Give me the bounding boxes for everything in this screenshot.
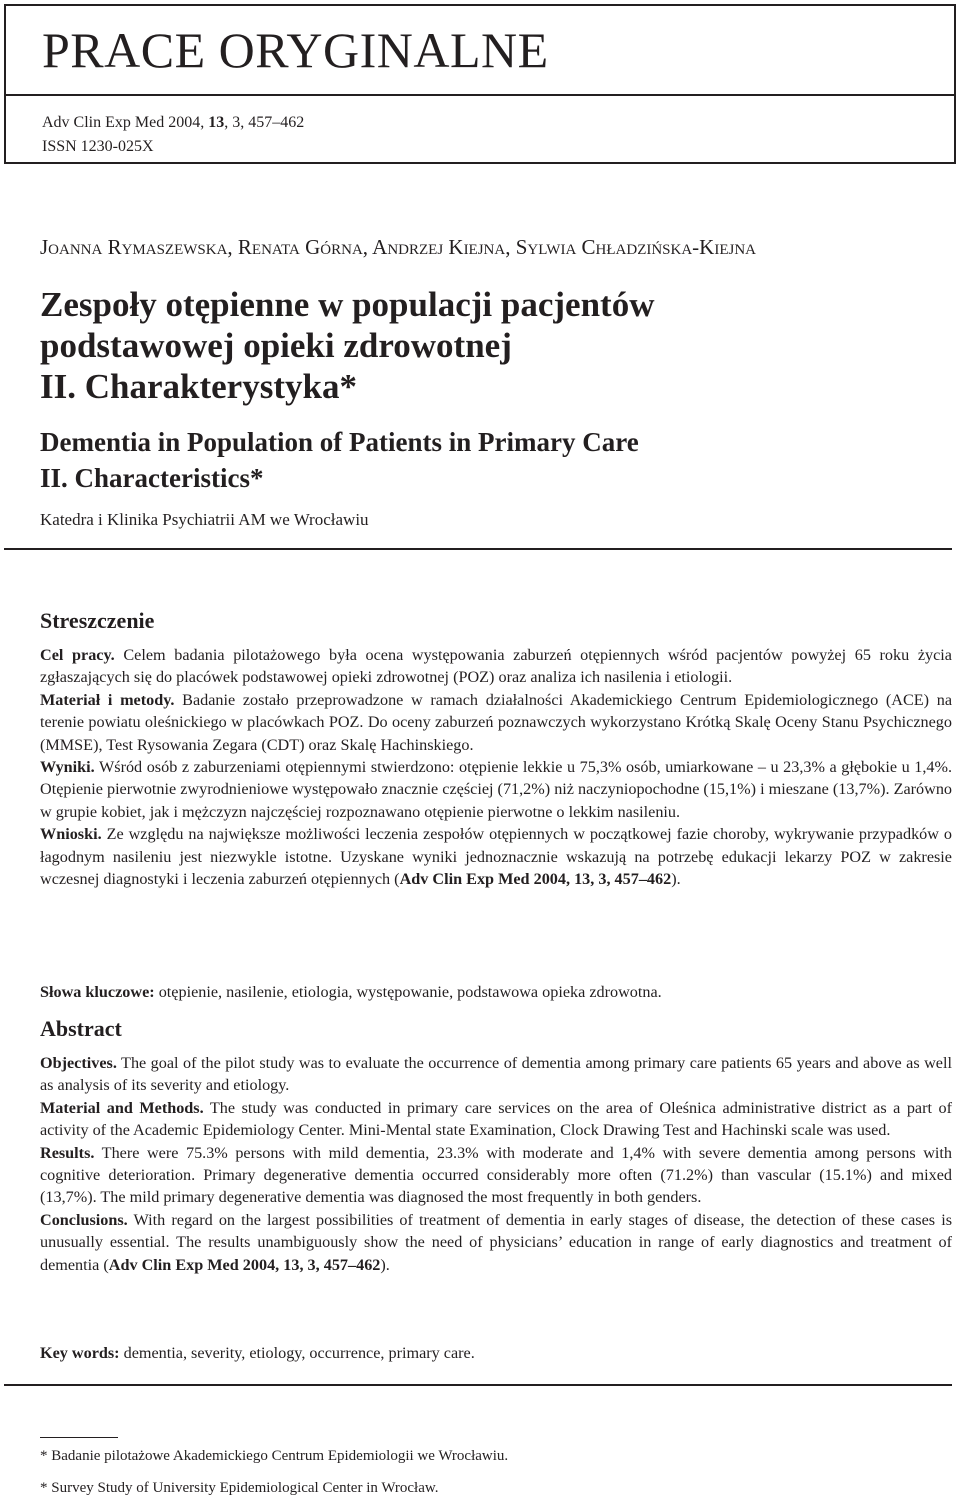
section-label: Cel pracy. xyxy=(40,646,115,664)
footnote-english: * Survey Study of University Epidemiological Center in Wrocław. xyxy=(40,1480,439,1496)
section-text: Celem badania pilotażowego była ocena występowania zaburzeń otępiennych wśród pacjentów powyżej 65 roku życia zgłaszających się do placówek podstawowej opieki zdrowotnej (POZ) oraz analiza ich nasilenia i etiologii. xyxy=(40,646,952,687)
citation: Adv Clin Exp Med 2004, 13, 3, 457–462 xyxy=(399,870,672,889)
abstract-body xyxy=(40,1052,952,1276)
abstract-section xyxy=(40,1209,952,1276)
section-label: Material and Methods. xyxy=(40,1098,204,1117)
title-polish-line-2: podstawowej opieki zdrowotnej xyxy=(40,326,512,365)
abstract-section xyxy=(40,1097,952,1142)
section-label: Conclusions. xyxy=(40,1210,128,1229)
keywords-text: dementia, severity, etiology, occurrence, primary care. xyxy=(119,1344,475,1362)
journal-info xyxy=(6,96,954,162)
section-text: Ze względu na największe możliwości leczenia zespołów otępiennych w początkowej fazie choroby, wykrywanie przypadków o łagodnym nasileniu jest niezwykle istotne. Uzyskane wyniki jednoznacznie wskazują na potrzebę edukacji lekarzy POZ w zakresie wczesnej diagnostyki i leczenia zaburzeń otępiennych ( xyxy=(40,825,952,889)
section-text: With regard on the largest possibilities of treatment of dementia in early stages of disease, the detection of these cases is unusually essential. The results unambiguously show the need of physicians’ education in range of early diagnostics and treatment of dementia ( xyxy=(40,1210,952,1274)
streszczenie-heading: Streszczenie xyxy=(40,608,155,633)
section-label: Wnioski. xyxy=(40,825,102,844)
journal-reference xyxy=(42,112,304,134)
title-polish-line-1: Zespoły otępienne w populacji pacjentów xyxy=(40,285,655,324)
title-english xyxy=(40,424,639,496)
section-text: Wśród osób z zaburzeniami otępiennymi stwierdzono: otępienie lekkie u 75,3% osób, umiarkowane – u 23,3% a głębokie u 1,4%. Otępienie pierwotnie zwyrodnieniowe występowało znacznie częściej (71,2%) niż naczyniopochodne (15,1%) i mieszane (13,7%). Zarówno w grupie kobiet, jak i mężczyzn najczęściej rozpoznawano otępienie pierwotne o lekkim nasileniu. xyxy=(40,758,953,821)
section-text: The study was conducted in primary care services on the area of Oleśnica administrative district as a part of activity of the Academic Epidemiology Center. Mini-Mental state Examination, Clock Drawing Test and Hachinski scale was used. xyxy=(40,1098,953,1140)
citation: Adv Clin Exp Med 2004, 13, 3, 457–462 xyxy=(108,1255,381,1274)
title-polish xyxy=(40,284,654,407)
section-label: Results. xyxy=(40,1143,95,1162)
section-title: PRACE ORYGINALNE xyxy=(42,22,549,78)
streszczenie-keywords xyxy=(40,981,952,1003)
issn: ISSN 1230-025X xyxy=(42,138,154,155)
streszczenie-section xyxy=(40,689,952,756)
streszczenie-body xyxy=(40,644,952,890)
footnote-rule xyxy=(40,1437,118,1438)
journal-header-box xyxy=(4,4,956,164)
section-text: The goal of the pilot study was to evaluate the occurrence of dementia among primary care patients 65 years and above as well as analysis of its severity and etiology. xyxy=(40,1054,952,1095)
title-english-line-1: Dementia in Population of Patients in Primary Care xyxy=(40,427,639,457)
title-english-line-2: II. Characteristics* xyxy=(40,463,264,493)
section-text: There were 75.3% persons with mild dementia, 23.3% with moderate and 1,4% with severe dementia among persons with cognitive deterioration. Primary degenerative dementia occurred considerably more often (71.2%) than vascular (15.1%) and mixed (13,7%). The mild primary degenerative dementia was diagnosed the most frequently in both genders. xyxy=(40,1143,952,1207)
footnote-polish: * Badanie pilotażowe Akademickiego Centrum Epidemiologii we Wrocławiu. xyxy=(40,1448,509,1464)
streszczenie-section xyxy=(40,756,952,823)
abstract-section xyxy=(40,1052,952,1097)
abstract-section xyxy=(40,1142,952,1209)
section-text: Badanie zostało przeprowadzone w ramach działalności Akademickiego Centrum Epidemiologicznego (ACE) na terenie powiatu oleśnickiego w placówkach POZ. Do oceny zaburzeń poznawczych wykorzystano Krótką Skalę Oceny Stanu Psychicznego (MMSE), Test Rysowania Zegara (CDT) oraz Skalę Hachinskiego. xyxy=(40,690,953,754)
abstract-keywords xyxy=(40,1342,952,1364)
divider xyxy=(4,548,952,550)
citation-end: ). xyxy=(671,870,681,889)
keywords-label: Słowa kluczowe: xyxy=(40,983,155,1001)
streszczenie-section xyxy=(40,823,952,890)
keywords-label: Key words: xyxy=(40,1344,120,1362)
keywords-text: otępienie, nasilenie, etiologia, występowanie, podstawowa opieka zdrowotna. xyxy=(154,983,662,1001)
title-polish-line-3: II. Charakterystyka* xyxy=(40,367,357,406)
section-banner xyxy=(6,6,954,96)
section-label: Objectives. xyxy=(40,1054,117,1072)
abstract-heading: Abstract xyxy=(40,1016,122,1041)
journal-volume: 13 xyxy=(208,114,225,131)
divider xyxy=(4,1384,952,1386)
journal-ref-prefix: Adv Clin Exp Med 2004, xyxy=(42,114,209,131)
streszczenie-section xyxy=(40,644,952,689)
journal-ref-suffix: , 3, 457–462 xyxy=(224,114,305,131)
section-label: Materiał i metody. xyxy=(40,690,175,709)
citation-end: ). xyxy=(380,1255,390,1274)
affiliation: Katedra i Klinika Psychiatrii AM we Wrocławiu xyxy=(40,510,369,529)
author-list: Joanna Rymaszewska, Renata Górna, Andrzej Kiejna, Sylwia Chładzińska-Kiejna xyxy=(40,235,757,259)
section-label: Wyniki. xyxy=(40,758,95,777)
